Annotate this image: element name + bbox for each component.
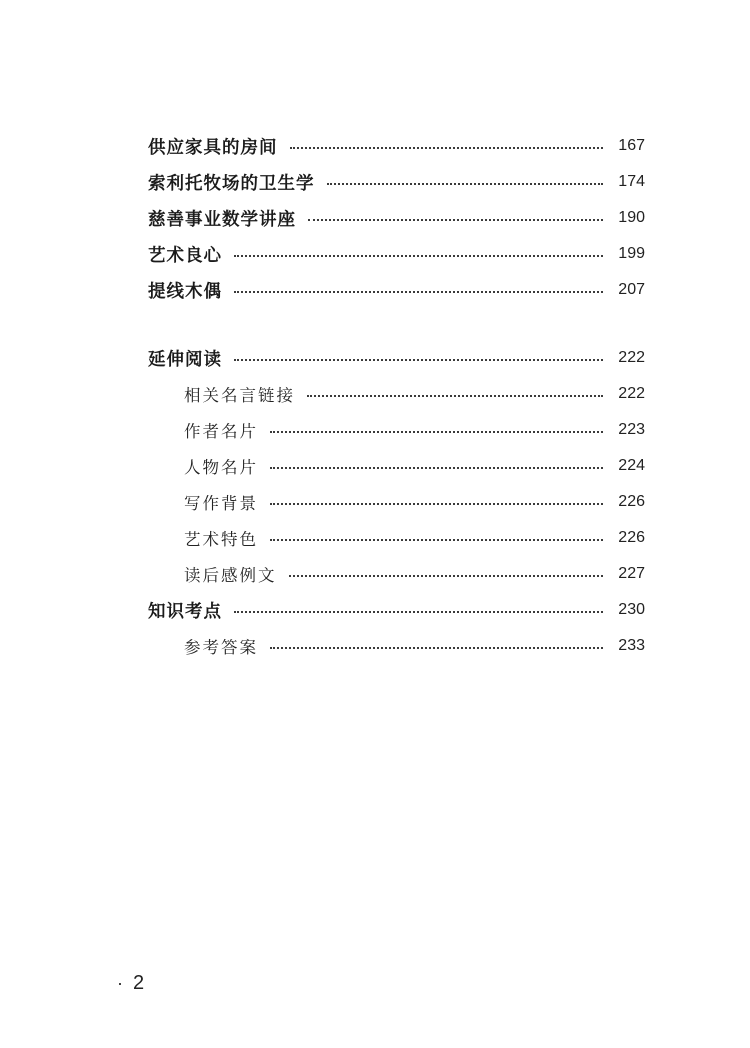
toc-section-page: 222 (618, 349, 645, 366)
toc-section-title: 延伸阅读 (148, 349, 222, 370)
toc-subentry-page: 224 (618, 457, 645, 474)
toc-subentry-title: 人物名片 (184, 458, 258, 477)
toc-subentry-page: 223 (618, 421, 645, 438)
dot-leader (270, 647, 603, 649)
dot-leader (234, 359, 603, 361)
toc-subentry[interactable] (148, 628, 645, 664)
toc-subentry-title: 参考答案 (184, 638, 258, 657)
toc-entry-page: 207 (618, 281, 645, 298)
toc-subentry-page: 233 (618, 637, 645, 654)
toc-section-title: 知识考点 (148, 601, 222, 622)
page-number: 2 (133, 972, 145, 994)
page-footer (117, 972, 144, 995)
toc-entry[interactable] (148, 164, 645, 200)
toc-section-knowledge-points[interactable] (148, 592, 645, 628)
toc-entry-title: 艺术良心 (148, 245, 222, 266)
toc-subentry[interactable] (148, 556, 645, 592)
toc-entry-page: 199 (618, 245, 645, 262)
toc-subentry[interactable] (148, 412, 645, 448)
toc-entry-title: 提线木偶 (148, 281, 222, 302)
toc-entry[interactable] (148, 128, 645, 164)
dot-leader (307, 395, 603, 397)
dot-leader (234, 611, 603, 613)
toc-subentry-page: 227 (618, 565, 645, 582)
toc-subentry-page: 222 (618, 385, 645, 402)
dot-leader (289, 575, 604, 577)
toc-entry-title: 慈善事业数学讲座 (148, 209, 296, 230)
toc-entry[interactable] (148, 236, 645, 272)
dot-leader (308, 219, 603, 221)
toc-subentry-title: 写作背景 (184, 494, 258, 513)
toc-entry-page: 190 (618, 209, 645, 226)
toc-section-extended-reading[interactable] (148, 340, 645, 376)
toc-subentry-title: 艺术特色 (184, 530, 258, 549)
toc-entry-title: 供应家具的房间 (148, 137, 278, 158)
toc-subentry-page: 226 (618, 493, 645, 510)
toc-subentry[interactable] (148, 448, 645, 484)
dot-leader (234, 255, 603, 257)
dot-leader (327, 183, 604, 185)
toc-entry-title: 索利托牧场的卫生学 (148, 173, 315, 194)
toc-entry[interactable] (148, 200, 645, 236)
toc-subentry[interactable] (148, 520, 645, 556)
toc-section-page: 230 (618, 601, 645, 618)
dot-leader (270, 503, 603, 505)
dot-leader (270, 467, 603, 469)
dot-leader (270, 539, 603, 541)
toc-subentry-title: 相关名言链接 (184, 386, 295, 405)
dot-leader (290, 147, 604, 149)
toc-entry-page: 174 (618, 173, 645, 190)
toc-subentry-title: 作者名片 (184, 422, 258, 441)
toc-entry-page: 167 (618, 137, 645, 154)
toc-subentry[interactable] (148, 376, 645, 412)
footer-bullet: · (117, 973, 123, 993)
table-of-contents (148, 128, 645, 664)
toc-subentry-page: 226 (618, 529, 645, 546)
dot-leader (234, 291, 603, 293)
dot-leader (270, 431, 603, 433)
toc-entry[interactable] (148, 272, 645, 308)
toc-subentry-title: 读后感例文 (184, 566, 277, 585)
toc-subentry[interactable] (148, 484, 645, 520)
